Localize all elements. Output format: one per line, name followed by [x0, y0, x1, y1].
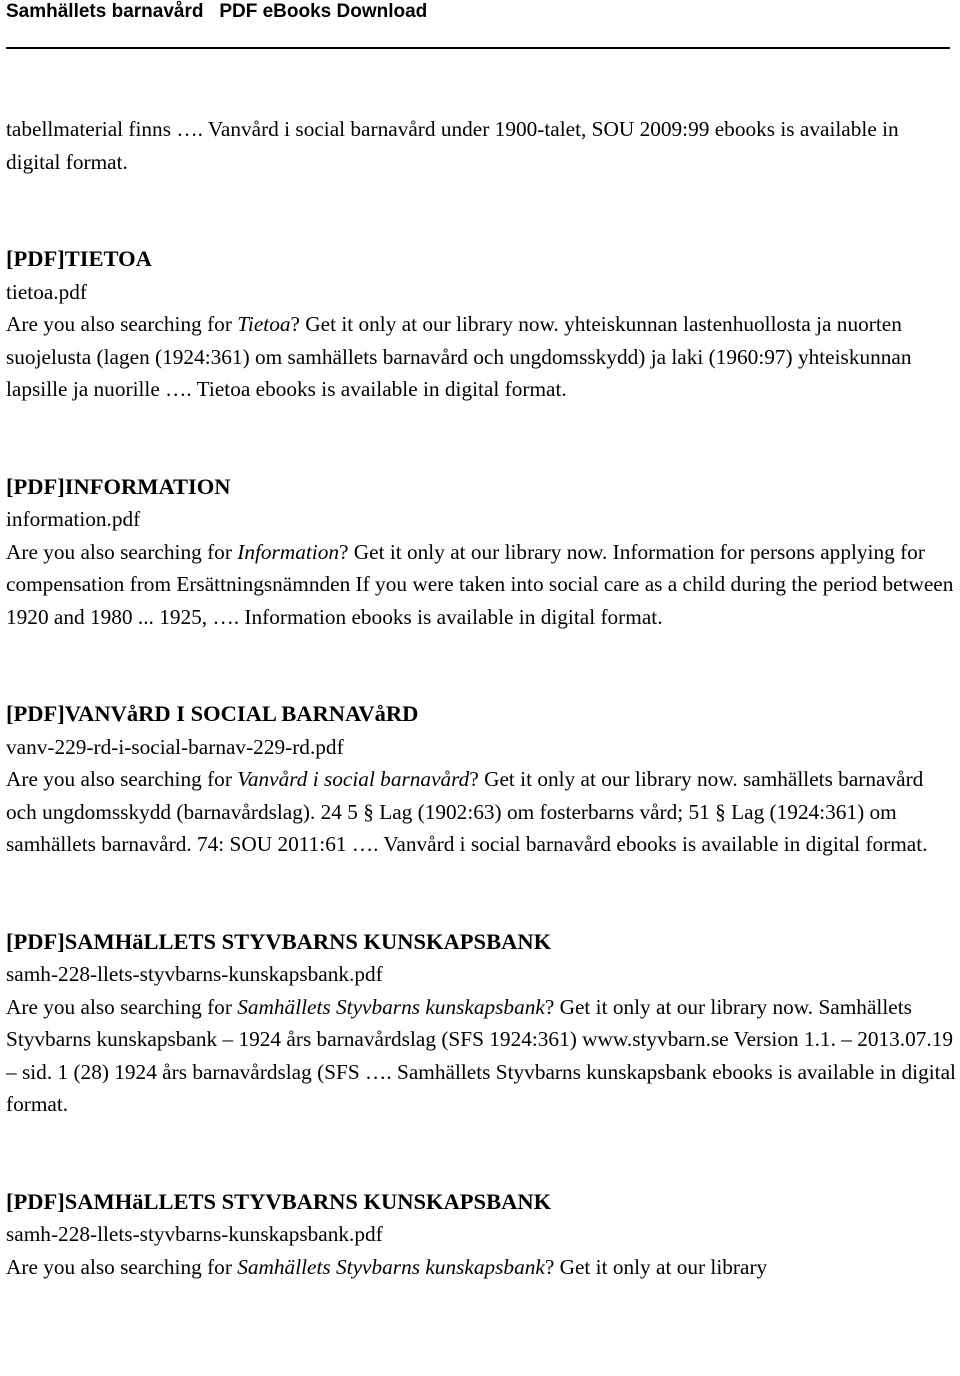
search-term: Tietoa	[237, 312, 291, 336]
entry-excerpt: Samhällets Styvbarns kunskapsbank – 1924 års barnavårdslag (SFS 1924:361) www.styvbarn.se Version 1.1. – 2013.07.19 – sid. 1 (28) 1924 års barnavårdslag (SFS …. Samhällets Styvbarns kunskapsbank ebooks is available in digital format.	[6, 994, 956, 1116]
entry-description	[6, 991, 956, 1121]
entry-filename: vanv-229-rd-i-social-barnav-229-rd.pdf	[6, 734, 344, 759]
search-suffix: ? Get it only at our library now.	[339, 539, 608, 564]
ebook-entry	[6, 926, 956, 1121]
search-prefix: Are you also searching for	[6, 539, 238, 564]
search-suffix: ? Get it only at our library now.	[290, 312, 559, 336]
entry-filename: samh-228-llets-styvbarns-kunskapsbank.pdf	[6, 962, 383, 986]
entry-description	[6, 536, 956, 634]
document-content	[6, 113, 956, 1283]
entry-title[interactable]: [PDF]TIETOA	[6, 246, 152, 271]
ebook-entry	[6, 1186, 956, 1284]
search-suffix: ? Get it only at our library now.	[544, 994, 814, 1019]
ebook-entry	[6, 471, 956, 634]
search-prefix: Are you also searching for	[6, 312, 238, 336]
search-prefix: Are you also searching for	[6, 994, 238, 1019]
entry-description	[6, 308, 956, 406]
entry-description	[6, 1251, 956, 1284]
entry-title[interactable]: [PDF]SAMHäLLETS STYVBARNS KUNSKAPSBANK	[6, 928, 552, 954]
entry-title[interactable]: [PDF]SAMHäLLETS STYVBARNS KUNSKAPSBANK	[6, 1188, 552, 1214]
search-suffix: ? Get it only at our library	[544, 1254, 768, 1279]
search-term: Samhällets Styvbarns kunskapsbank	[237, 994, 545, 1019]
entry-description	[6, 763, 956, 861]
ebook-entry	[6, 698, 956, 861]
entry-filename: tietoa.pdf	[6, 279, 88, 304]
entry-filename: information.pdf	[6, 507, 141, 531]
search-prefix: Are you also searching for	[6, 767, 238, 791]
entry-title[interactable]: [PDF]INFORMATION	[6, 473, 231, 499]
site-name: Samhällets barnavård	[6, 1, 204, 22]
entry-excerpt: samhällets barnavård och ungdomsskydd (barnavårdslag). 24 5 § Lag (1902:63) om fosterbarns vård; 51 § Lag (1924:361) om samhällets barnavård. 74: SOU 2011:61 …. Vanvård i social barnavård ebooks is available in digital format.	[6, 767, 928, 856]
search-term: Samhällets Styvbarns kunskapsbank	[237, 1254, 545, 1279]
entry-filename: samh-228-llets-styvbarns-kunskapsbank.pdf	[6, 1222, 383, 1246]
search-term: Information	[237, 539, 339, 564]
header-divider	[6, 47, 950, 49]
header-title	[6, 1, 427, 23]
intro-paragraph: tabellmaterial finns …. Vanvård i social barnavård under 1900-talet, SOU 2009:99 ebooks is available in digital format.	[6, 117, 899, 174]
search-prefix: Are you also searching for	[6, 1254, 238, 1279]
ebook-entry	[6, 243, 956, 406]
search-suffix: ? Get it only at our library now.	[469, 767, 738, 791]
entry-title[interactable]: [PDF]VANVåRD I SOCIAL BARNAVåRD	[6, 701, 419, 726]
entry-excerpt: yhteiskunnan lastenhuollosta ja nuorten suojelusta (lagen (1924:361) om samhällets barnavård och ungdomsskydd) ja laki (1960:97) yhteiskunnan lapsille ja nuorille …. Tietoa ebooks is available in digital format.	[6, 312, 912, 401]
search-term: Vanvård i social barnavård	[237, 767, 470, 791]
header-section: PDF eBooks Download	[219, 1, 428, 22]
page-header	[0, 0, 960, 52]
entry-excerpt: Information for persons applying for compensation from Ersättningsnämnden If you were taken into social care as a child during the period between 1920 and 1980 ... 1925, …. Information ebooks is available in digital format.	[6, 539, 954, 629]
